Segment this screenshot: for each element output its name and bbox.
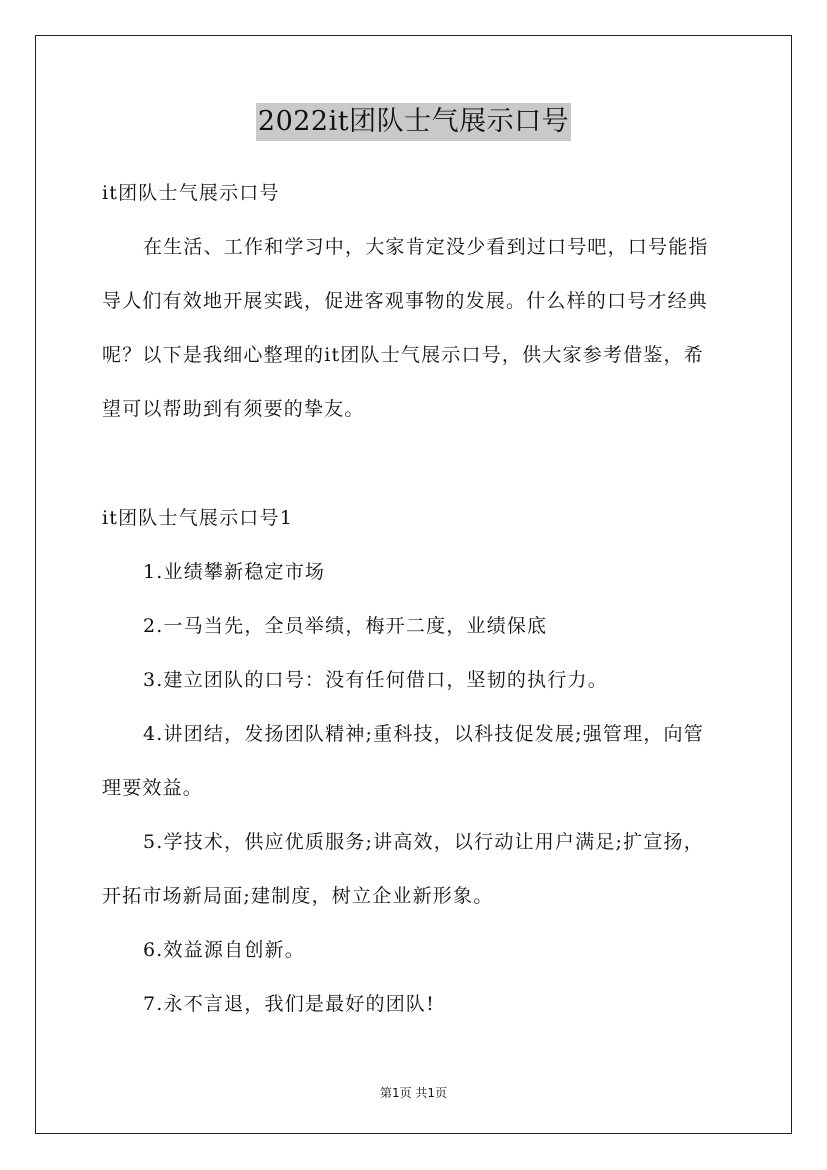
page-footer: 第1页 共1页 (379, 1086, 448, 1100)
slogan-item-5: 5.学技术，供应优质服务;讲高效，以行动让用户满足;扩宣扬， (143, 831, 704, 853)
intro-line-3: 呢？以下是我细心整理的it团队士气展示口号，供大家参考借鉴，希 (102, 344, 704, 366)
slogan-item-2: 2.一马当先，全员举绩，梅开二度，业绩保底 (143, 615, 548, 637)
section-heading: it团队士气展示口号1 (102, 507, 294, 529)
slogan-item-1: 1.业绩攀新稳定市场 (143, 561, 326, 583)
title-container (0, 103, 827, 141)
intro-line-1: 在生活、工作和学习中，大家肯定没少看到过口号吧，口号能指 (143, 236, 709, 258)
slogan-item-7: 7.永不言退，我们是最好的团队! (143, 993, 435, 1015)
slogan-item-5-cont: 开拓市场新局面;建制度，树立企业新形象。 (102, 885, 494, 907)
subtitle: it团队士气展示口号 (102, 182, 280, 204)
slogan-item-4: 4.讲团结，发扬团队精神;重科技，以科技促发展;强管理，向管 (143, 723, 704, 745)
document-title: 2022it团队士气展示口号 (256, 103, 571, 141)
slogan-item-6: 6.效益源自创新。 (143, 939, 305, 961)
slogan-item-3: 3.建立团队的口号：没有任何借口，坚韧的执行力。 (143, 669, 608, 691)
slogan-item-4-cont: 理要效益。 (102, 777, 204, 799)
intro-line-2: 导人们有效地开展实践，促进客观事物的发展。什么样的口号才经典 (102, 290, 709, 312)
intro-line-4: 望可以帮助到有须要的挚友。 (102, 398, 365, 420)
